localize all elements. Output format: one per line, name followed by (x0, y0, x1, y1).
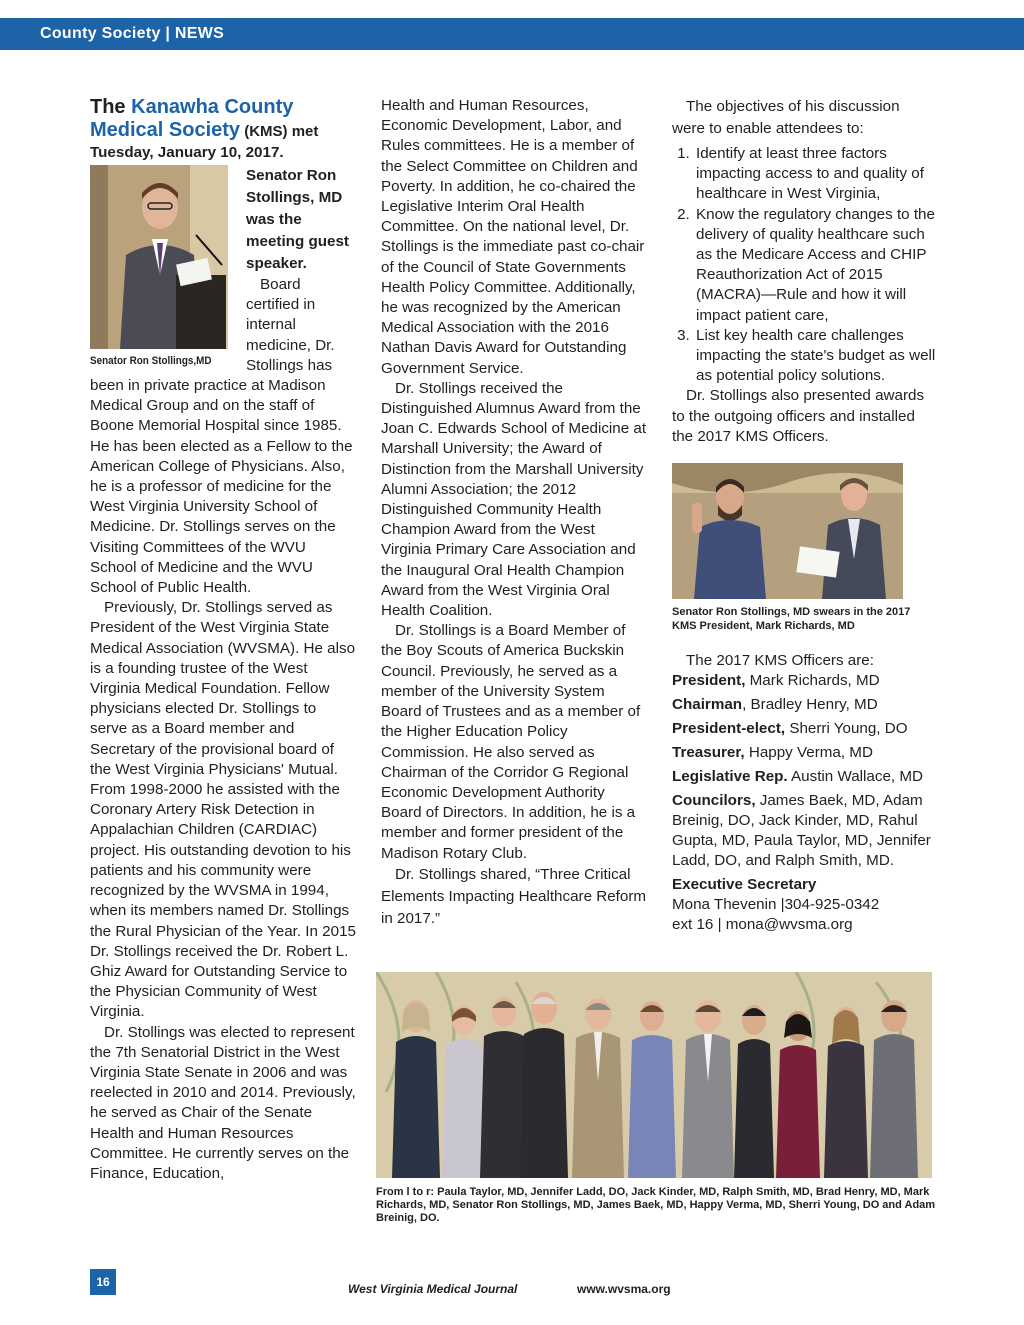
meeting-date: Tuesday, January 10, 2017. (90, 144, 284, 161)
speaker-photo-figure (90, 165, 232, 368)
officer-role: Councilors, (672, 792, 756, 810)
executive-secretary-label: Executive Secretary (672, 876, 817, 894)
article-column-2 (381, 96, 647, 930)
officer-item (672, 743, 936, 763)
list-item: 1. Identify at least three factors impacting access to and quality of healthcare in West Virginia, (694, 144, 936, 205)
list-item: 2. Know the regulatory changes to the delivery of quality healthcare such as the Medicare Access and CHIP Reauthorization Act of 2015 (MACRA)—Rule and how it will impact patient care, (694, 205, 936, 326)
officer-role: Legislative Rep. (672, 768, 788, 786)
paragraph: Dr. Stollings also presented awards to the outgoing officers and installed the 2017 KMS Officers. (672, 387, 925, 445)
objectives-intro: The objectives of his discussion were to enable attendees to: (672, 98, 900, 137)
speaker-photo-caption: Senator Ron Stollings,MD (90, 355, 212, 367)
journal-name: West Virginia Medical Journal (348, 1282, 518, 1296)
executive-secretary-contact: Mona Thevenin |304-925-0342 (672, 896, 880, 914)
officer-name: James Baek, MD, Adam Breinig, DO, Jack Kinder, MD, Rahul Gupta, MD, Paula Taylor, MD, Jennifer Ladd, DO, and Ralph Smith, MD. (672, 792, 931, 870)
officer-name: Sherri Young, DO (785, 720, 908, 738)
website-link[interactable]: www.wvsma.org (577, 1282, 671, 1296)
officers-intro: The 2017 KMS Officers are: (686, 652, 874, 670)
executive-secretary-title (672, 875, 936, 895)
swearing-in-photo (672, 463, 903, 599)
page-number: 16 (90, 1269, 116, 1295)
officer-item (672, 671, 936, 691)
paragraph: Dr. Stollings is a Board Member of the Boy Scouts of America Buckskin Council. Previously, he served as a member of the University System Board of Trustees and as a member of the Higher Education Policy Commission. He also served as Chairman of the Corridor G Regional Economic Development Authority Board of Directors. In addition, he is a member and former president of the Madison Rotary Club. (381, 622, 641, 862)
lead-paragraph: Senator Ron Stollings, MD was the meeting guest speaker. (246, 167, 349, 272)
section-title: County Society | NEWS (40, 25, 225, 42)
officer-item (672, 719, 936, 739)
paragraph: Previously, Dr. Stollings served as President of the West Virginia State Medical Association (WVSMA). He also is a founding trustee of the West Virginia Medical Foundation. Fellow physicians elected Dr. Stollings to serve as a Board member and Secretary of the provisional board of the West Virginia Physicians' Mutual. From 1998-2000 he assisted with the Coronary Artery Risk Detection in Appalachian Children (CARDIAC) project. His outstanding devotion to his patients and his community were recognized by the WVSMA in 1994, when its members named Dr. Stollings the Rural Physician of the Year. In 2015 Dr. Stollings received the Dr. Robert L. Ghiz Award for Outstanding Service to the Physician Community of West Virginia. (90, 599, 356, 1021)
swearing-in-caption: Senator Ron Stollings, MD swears in the 2017 KMS President, Mark Richards, MD (672, 606, 911, 633)
group-photo-caption: From l to r: Paula Taylor, MD, Jennifer Ladd, DO, Jack Kinder, MD, Ralph Smith, MD, Brad Henry, MD, Mark Richards, MD, Senator Ron Stollings, MD, James Baek, MD, Happy Verma, MD, Sherri Young, DO and Adam Breinig, DO. (376, 1186, 936, 1224)
officer-role: President, (672, 672, 746, 690)
officer-name: , Bradley Henry, MD (742, 696, 878, 714)
officers-list (672, 671, 936, 935)
officer-name: Austin Wallace, MD (787, 768, 923, 786)
officer-name: Mark Richards, MD (745, 672, 880, 690)
list-item: 3. List key health care challenges impacting the state's budget as well as potential policy solutions. (694, 326, 936, 387)
paragraph: Dr. Stollings shared, “Three Critical Elements Impacting Healthcare Reform in 2017.” (381, 865, 647, 927)
paragraph: Board certified in internal medicine, Dr. Stollings has been in private practice at Madison Medical Group and on the staff of Boone Memorial Hospital since 1985. He has been elected as a Fellow to the American College of Physicians. Also, he is a professor of medicine for the West Virginia University School of Medicine. Dr. Stollings serves on the Visiting Committees of the WVU School of Medicine and the WVU School of Public Health. (90, 276, 353, 597)
paragraph: Dr. Stollings received the Distinguished Alumnus Award from the Joan C. Edwards School of Medicine at Marshall University; the Award of Distinction from the Marshall University Alumni Association; the 2012 Distinguished Community Health Champion Award from the West Virginia Primary Care Association and the Inaugural Oral Health Champion Award from the West Virginia Oral Health Coalition. (381, 379, 647, 620)
speaker-photo (90, 165, 228, 349)
article-column-1 (90, 96, 356, 1184)
section-header-bar (0, 18, 1024, 50)
intro-kms: (KMS) met (240, 123, 319, 140)
officer-item (672, 695, 936, 715)
executive-secretary-contact: ext 16 | mona@wvsma.org (672, 916, 853, 934)
article-intro (90, 96, 356, 143)
article-column-3 (672, 96, 936, 935)
officer-role: President-elect, (672, 720, 786, 738)
paragraph: Dr. Stollings was elected to represent the 7th Senatorial District in the West Virginia State Senate in 2006 and was reelected in 2010 and 2014. Previously, he served as Chair of the Senate Health and Human Resources Committee. He currently serves on the Finance, Education, (90, 1023, 356, 1182)
officer-role: Treasurer, (672, 744, 745, 762)
objectives-list (672, 144, 936, 386)
officer-item (672, 791, 936, 871)
paragraph: Health and Human Resources, Economic Development, Labor, and Rules committees. He is a member of the Select Committee on Children and Poverty. In addition, he co-chaired the Legislative Interim Oral Health Committee. On the national level, Dr. Stollings is the immediate past co-chair of the Council of State Governments Health Policy Committee. Additionally, he was recognized by the American Medical Association with the 2016 Nathan Davis Award for Outstanding Government Service. (381, 97, 645, 377)
organization-name: Kanawha County Medical Society (90, 96, 294, 141)
officer-name: Happy Verma, MD (744, 744, 873, 762)
officer-role: Chairman (672, 696, 743, 714)
intro-the: The (90, 96, 132, 118)
officer-item (672, 767, 936, 787)
group-photo (376, 972, 932, 1178)
